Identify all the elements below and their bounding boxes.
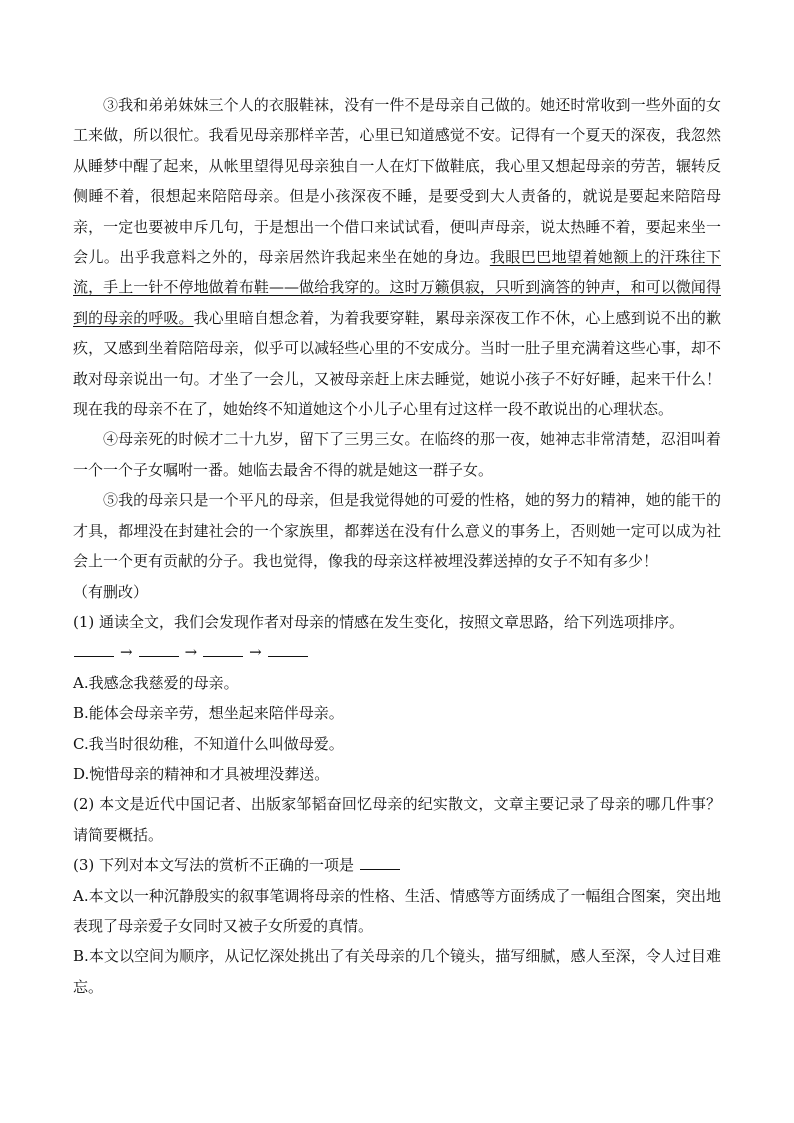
paragraph-4: ④母亲死的时候才二十九岁，留下了三男三女。在临终的那一夜，她神志非常清楚，忍泪叫着一个一个子女嘱咐一番。她临去最舍不得的就是她这一群子女。 <box>73 430 721 479</box>
arrow-1: → <box>120 643 133 662</box>
question-1-option-c: C.我当时很幼稚，不知道什么叫做母爱。 <box>73 734 344 753</box>
question-1-stem: (1) 通读全文，我们会发现作者对母亲的情感在发生变化，按照文章思路，给下列选项排序。 <box>73 612 685 631</box>
paragraph-3-text-a: ③我和弟弟妹妹三个人的衣服鞋袜，没有一件不是母亲自己做的。她还时常收到一些外面的女工来做，所以很忙。我看见母亲那样辛苦，心里已知道感觉不安。记得有一个夏天的深夜，我忽然从睡梦中醒了起来，从帐里望得见母亲独自一人在灯下做鞋底，我心里又想起母亲的劳苦，辗转反侧睡不着，很想起来陪陪母亲。但是小孩深夜不睡，是要受到大人责备的，就说是要起来陪陪母亲，一定也要被申斥几句，于是想出一个借口来试试看，便叫声母亲，说太热睡不着，要起来坐一会儿。出乎我意料之外的，母亲居然许我起来坐在她的身边。 <box>73 96 721 267</box>
question-2-stem: (2) 本文是近代中国记者、出版家邹韬奋回忆母亲的纪实散文，文章主要记录了母亲的哪几件事？请简要概括。 <box>73 795 721 844</box>
arrow-3: → <box>249 643 262 662</box>
question-3-option-a: A.本文以一种沉静殷实的叙事笔调将母亲的性格、生活、情感等方面绣成了一幅组合图案，突出地表现了母亲爱子女同时又被子女所爱的真情。 <box>73 886 721 935</box>
question-3-option-b: B.本文以空间为顺序，从记忆深处挑出了有关母亲的几个镜头，描写细腻，感人至深，令人过目难忘。 <box>73 947 721 996</box>
question-1-option-a: A.我感念我慈爱的母亲。 <box>73 673 239 692</box>
paragraph-3 <box>73 90 721 424</box>
document-content <box>73 90 721 1002</box>
question-1-answer-row <box>73 637 721 667</box>
edit-note: （有删改） <box>73 582 149 601</box>
arrow-2: → <box>184 643 198 662</box>
paragraph-3-underlined-sentence: 我眼巴巴地望着她额上的汗珠往下流，手上一针不停地做着布鞋——做给我穿的。这时万籁俱寂，只听到滴答的钟声，和可以微闻得到的母亲的呼吸。 <box>73 248 721 327</box>
question-1-option-b: B.能体会母亲辛劳，想坐起来陪伴母亲。 <box>73 704 344 723</box>
question-3-stem: (3) 下列对本文写法的赏析不正确的一项是 <box>73 856 355 875</box>
question-1-option-d: D.惋惜母亲的精神和才具被埋没葬送。 <box>73 764 330 783</box>
answer-blank-3[interactable] <box>203 638 243 657</box>
question-3-answer-blank[interactable] <box>360 851 400 870</box>
answer-blank-1[interactable] <box>74 638 114 657</box>
paragraph-5: ⑤我的母亲只是一个平凡的母亲，但是我觉得她的可爱的性格，她的努力的精神，她的能干的才具，都埋没在封建社会的一个家族里，都葬送在没有什么意义的事务上，否则她一定可以成为社会上一个更有贡献的分子。我也觉得，像我的母亲这样被埋没葬送掉的女子不知有多少！ <box>73 491 721 571</box>
question-3-stem-row <box>73 850 721 880</box>
paragraph-3-text-b: 我心里暗自想念着，为着我要穿鞋，累母亲深夜工作不休，心上感到说不出的歉疚，又感到坐着陪陪母亲，似乎可以减轻些心里的不安成分。当时一肚子里充满着这些心事，却不敢对母亲说出一句。才坐了一会儿，又被母亲赶上床去睡觉，她说小孩子不好好睡，起来干什么！现在我的母亲不在了，她始终不知道她这个小儿子心里有过这样一段不敢说出的心理状态。 <box>73 308 721 419</box>
answer-blank-2[interactable] <box>139 638 179 657</box>
answer-blank-4[interactable] <box>268 638 308 657</box>
